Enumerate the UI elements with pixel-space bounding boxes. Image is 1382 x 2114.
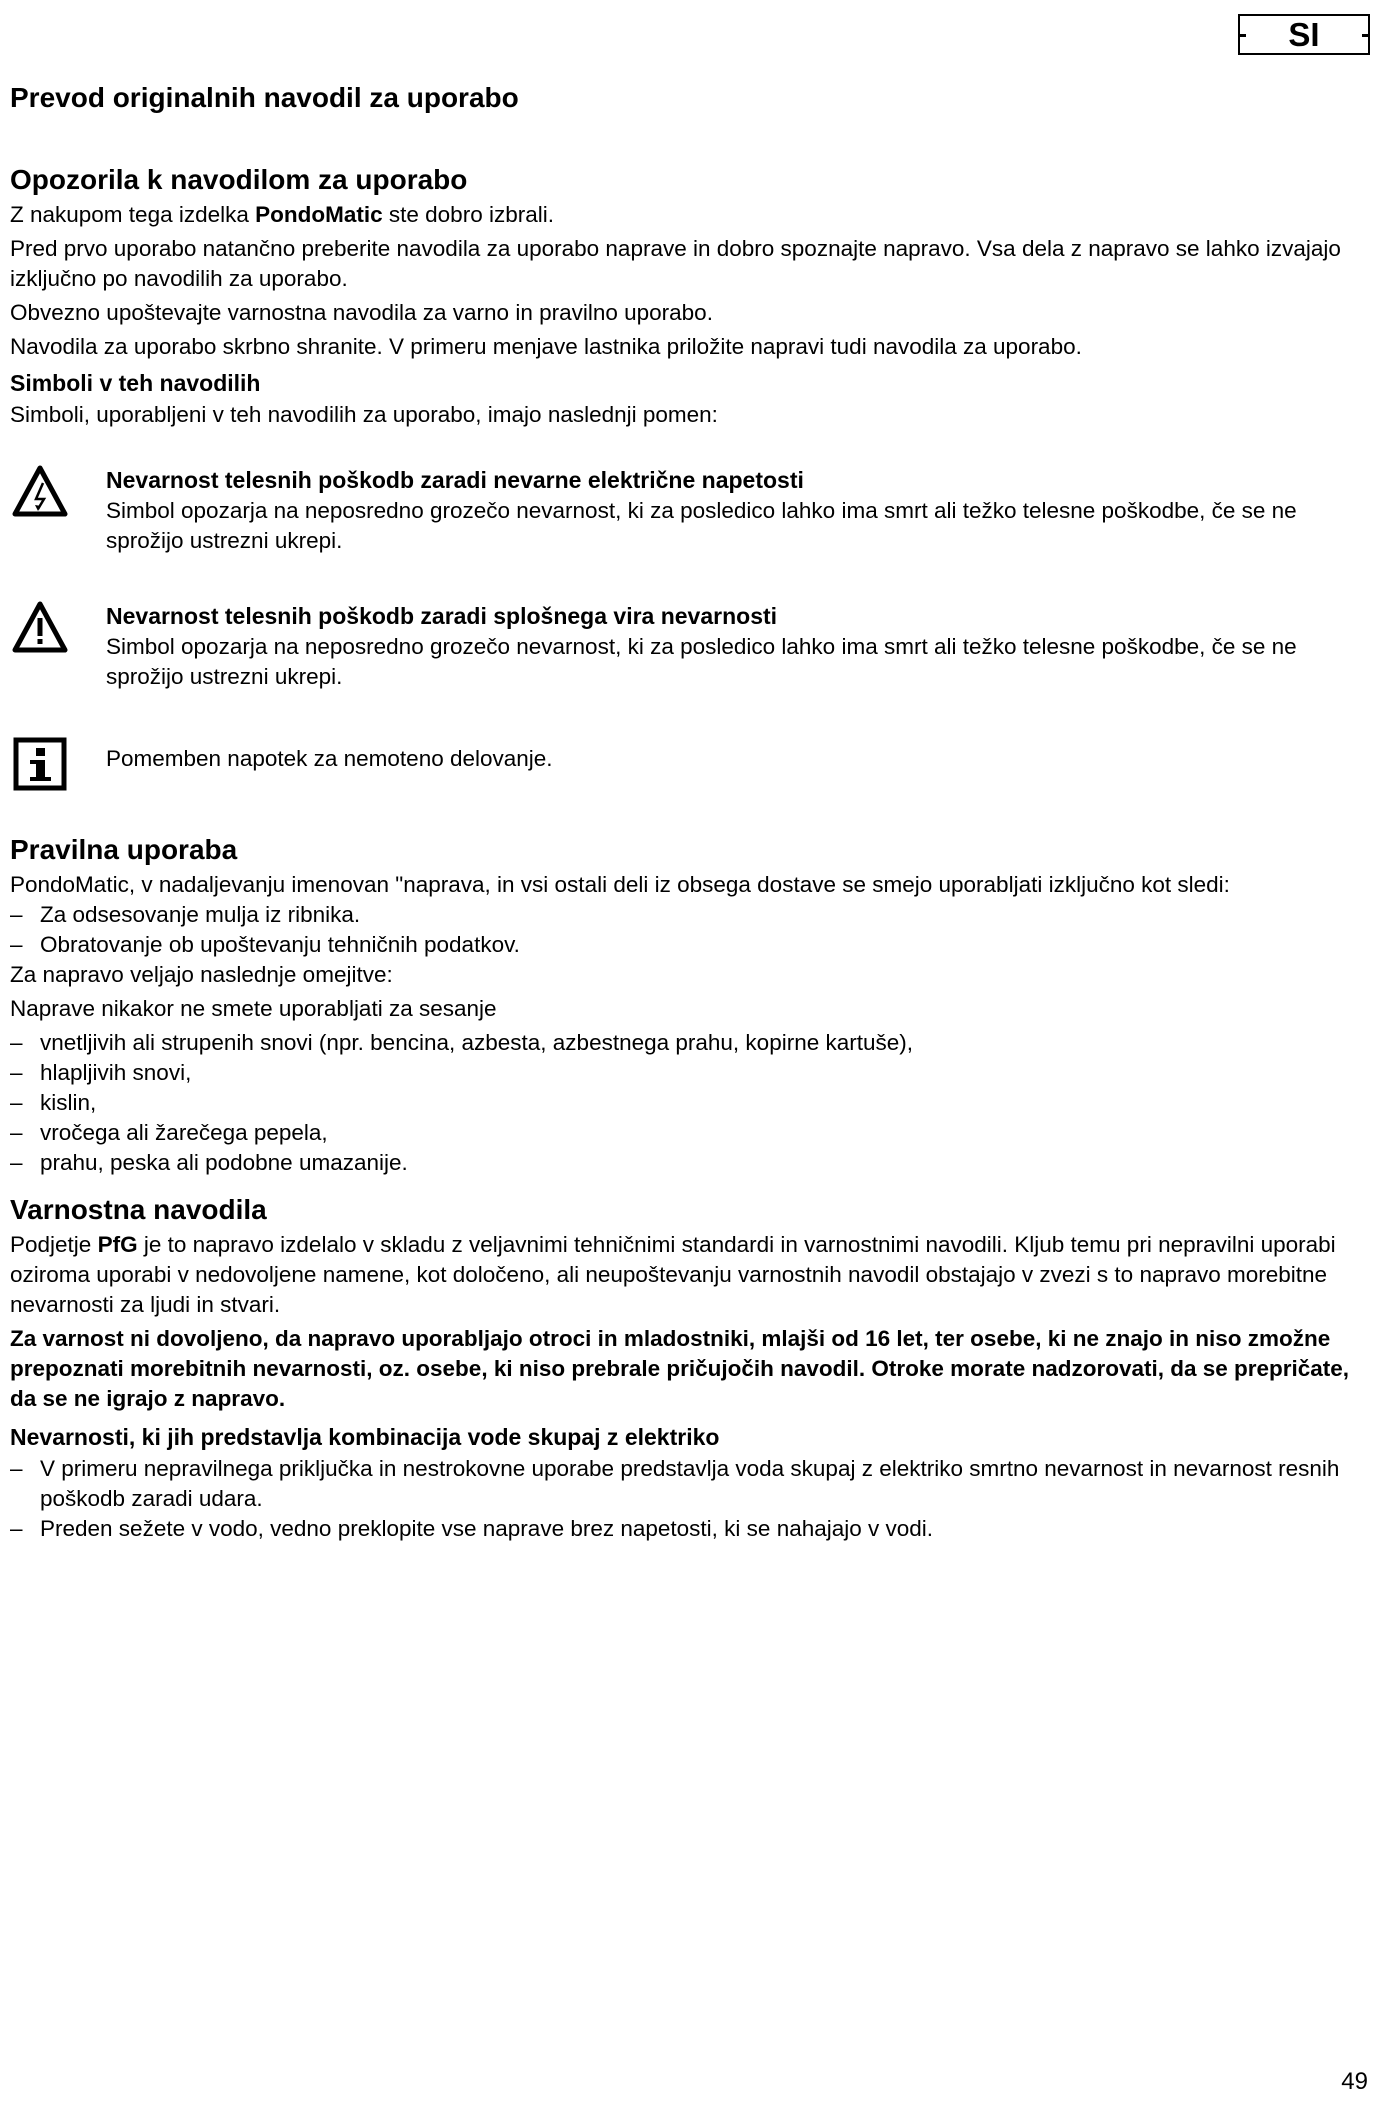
- intro-paragraph-1: Z nakupom tega izdelka PondoMatic ste dobro izbrali.: [10, 202, 554, 227]
- list-item: – Obratovanje ob upoštevanju tehničnih podatkov.: [10, 930, 1370, 960]
- document-title: Prevod originalnih navodil za uporabo: [10, 82, 519, 113]
- badge-dash-left: [1238, 34, 1246, 37]
- electric-warning-icon: [12, 464, 68, 520]
- page-number: 49: [1341, 2068, 1368, 2095]
- symbol-info-text: Pomemben napotek za nemoteno delovanje.: [106, 746, 553, 771]
- language-label: SI: [1288, 16, 1320, 53]
- intro-paragraph-4: Navodila za uporabo skrbno shranite. V primeru menjave lastnika priložite napravi tudi navodila za uporabo.: [10, 334, 1082, 359]
- safety-paragraph-1: Podjetje PfG je to napravo izdelalo v skladu z veljavnimi tehničnimi standardi in varnostnimi navodili. Kljub temu pri nepravilni uporabi oziroma uporabi v nedovoljene namene, kot določeno, ali neupoštevanju varnostnih navodil obstajajo v zvezi s to napravo morebitne nevarnosti za ljudi in stvari.: [10, 1232, 1336, 1317]
- usage-list: [10, 900, 1370, 960]
- list-item: – vnetljivih ali strupenih snovi (npr. bencina, azbesta, azbestnega prahu, kopirne kartuše),: [10, 1028, 1370, 1058]
- usage-heading: Pravilna uporaba: [10, 834, 238, 865]
- intro-paragraph-2: Pred prvo uporabo natančno preberite navodila za uporabo naprave in dobro spoznajte napravo. Vsa dela z napravo se lahko izvajajo izključno po navodilih za uporabo.: [10, 236, 1341, 291]
- list-item: – vročega ali žarečega pepela,: [10, 1118, 1370, 1148]
- symbol-general-title: Nevarnost telesnih poškodb zaradi splošnega vira nevarnosti: [106, 603, 778, 629]
- symbols-heading: Simboli v teh navodilih: [10, 370, 261, 396]
- symbols-list: [10, 464, 1370, 804]
- intro-paragraph-3: Obvezno upoštevajte varnostna navodila za varno in pravilno uporabo.: [10, 300, 713, 325]
- symbol-general-text: Simbol opozarja na neposredno grozečo nevarnost, ki za posledico lahko ima smrt ali težko telesne poškodbe, če se ne sprožijo ustrezni ukrepi.: [106, 634, 1297, 689]
- restrictions-list: [10, 1028, 1370, 1178]
- product-name: PondoMatic: [255, 202, 383, 227]
- symbols-intro: Simboli, uporabljeni v teh navodilih za uporabo, imajo naslednji pomen:: [10, 402, 718, 427]
- symbol-info: [10, 736, 1370, 804]
- usage-paragraph-2: Za napravo veljajo naslednje omejitve:: [10, 962, 393, 987]
- badge-dash-right: [1362, 34, 1370, 37]
- list-item: – V primeru nepravilnega priključka in nestrokovne uporabe predstavlja voda skupaj z elektriko smrtno nevarnost in nevarnost resnih poškodb zaradi udara.: [10, 1454, 1370, 1514]
- list-item: – Za odsesovanje mulja iz ribnika.: [10, 900, 1370, 930]
- usage-paragraph-3: Naprave nikakor ne smete uporabljati za sesanje: [10, 996, 497, 1021]
- water-electricity-list: [10, 1454, 1370, 1544]
- general-warning-icon: [12, 600, 68, 656]
- list-item: – hlapljivih snovi,: [10, 1058, 1370, 1088]
- list-item: – Preden sežete v vodo, vedno preklopite vse naprave brez napetosti, ki se nahajajo v vodi.: [10, 1514, 1370, 1544]
- company-name: PfG: [97, 1232, 138, 1257]
- usage-paragraph-1: PondoMatic, v nadaljevanju imenovan "naprava, in vsi ostali deli iz obsega dostave se smejo uporabljati izključno kot sledi:: [10, 872, 1230, 897]
- list-item: – kislin,: [10, 1088, 1370, 1118]
- safety-heading: Varnostna navodila: [10, 1194, 267, 1225]
- symbol-electric-title: Nevarnost telesnih poškodb zaradi nevarne električne napetosti: [106, 467, 804, 493]
- intro-heading: Opozorila k navodilom za uporabo: [10, 164, 468, 195]
- list-item: – prahu, peska ali podobne umazanije.: [10, 1148, 1370, 1178]
- safety-paragraph-2: Za varnost ni dovoljeno, da napravo uporabljajo otroci in mladostniki, mlajši od 16 let, ter osebe, ki ne znajo in niso zmožne prepoznati morebitnih nevarnosti, oz. osebe, ki niso prebrale pričujočih navodil. Otroke morate nadzorovati, da se prepričate, da se ne igrajo z napravo.: [10, 1326, 1350, 1411]
- symbol-electric-danger: [10, 464, 1370, 556]
- document-body: [10, 76, 1370, 1544]
- info-icon: [12, 736, 68, 792]
- symbol-electric-text: Simbol opozarja na neposredno grozečo nevarnost, ki za posledico lahko ima smrt ali težko telesne poškodbe, če se ne sprožijo ustrezni ukrepi.: [106, 498, 1297, 553]
- language-badge: [1238, 14, 1370, 55]
- water-electricity-heading: Nevarnosti, ki jih predstavlja kombinacija vode skupaj z elektriko: [10, 1424, 720, 1450]
- symbol-general-danger: [10, 600, 1370, 692]
